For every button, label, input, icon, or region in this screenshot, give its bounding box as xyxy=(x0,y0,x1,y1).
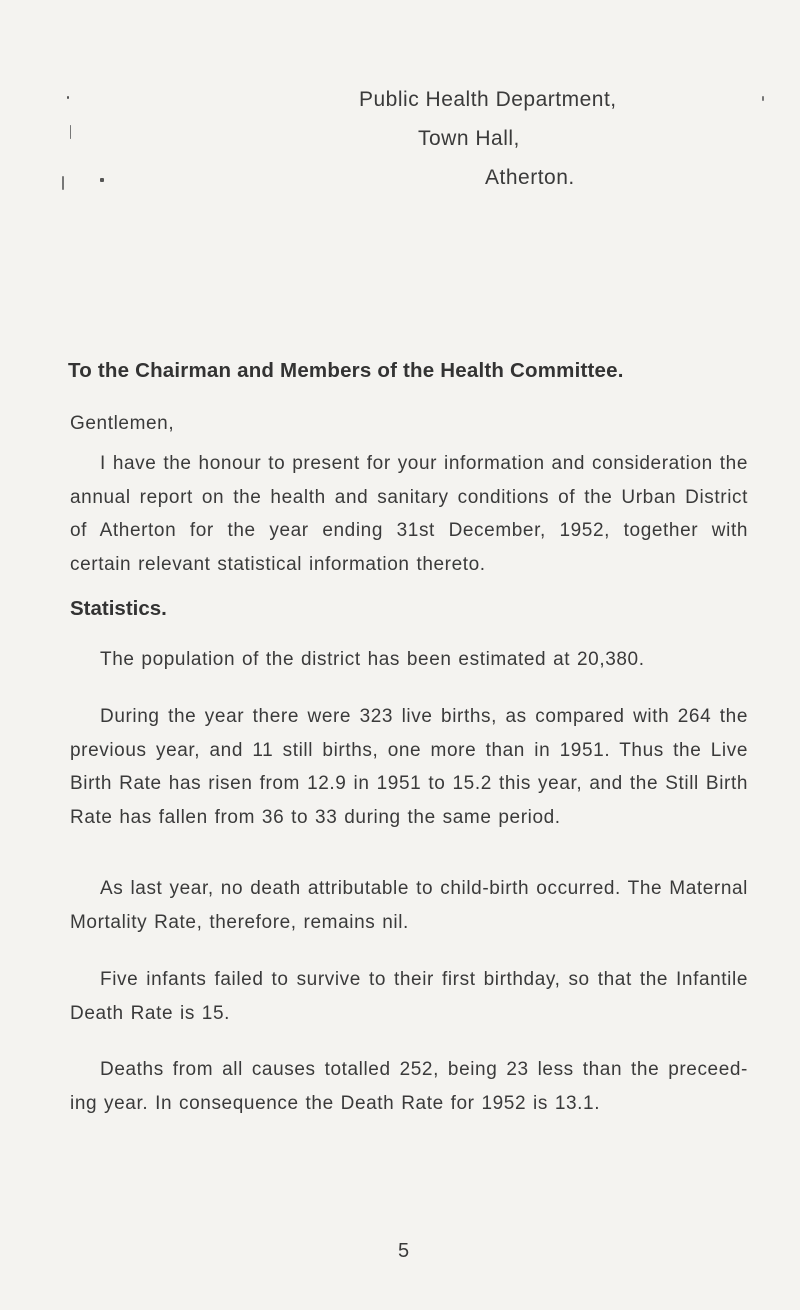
address-line-department: Public Health Department, xyxy=(359,88,617,111)
paragraph-deaths: Deaths from all causes totalled 252, being 23 less than the preceed-ing year. In consequence the Death Rate for 1952 is 13.1. xyxy=(70,1059,748,1114)
address-line-town: Atherton. xyxy=(485,166,575,189)
scan-speck xyxy=(67,96,69,99)
paragraph-births: During the year there were 323 live births, as compared with 264 the previous year, and 11 still births, one more than in 1951. Thus the Live Birth Rate has risen from 12.9 in 1951 to 15.2 this year, and the Still Birth Rate has fallen from 36 to 33 during the same period. xyxy=(70,706,748,828)
letter-heading: To the Chairman and Members of the Health Committee. xyxy=(68,359,624,382)
paragraph-infant-deaths: Five infants failed to survive to their first birthday, so that the Infantile Death Rate is 15. xyxy=(70,969,748,1024)
scan-speck xyxy=(70,125,71,139)
intro-paragraph: I have the honour to present for your information and consideration the annual report on the health and sanitary conditions of the Urban District of Atherton for the year ending 31st December, 1952, together with certain relevant statistical information thereto. xyxy=(70,453,748,575)
salutation: Gentlemen, xyxy=(70,413,175,434)
paragraph-maternal-mortality: As last year, no death attributable to child-birth occurred. The Maternal Mortality Rate, therefore, remains nil. xyxy=(70,878,748,933)
page-number: 5 xyxy=(398,1240,410,1262)
section-title-statistics: Statistics. xyxy=(70,597,167,620)
address-line-town-hall: Town Hall, xyxy=(418,127,520,150)
paragraph-population: The population of the district has been estimated at 20,380. xyxy=(100,649,645,670)
scan-speck xyxy=(62,176,64,190)
scan-speck xyxy=(100,178,104,182)
scan-speck xyxy=(762,96,764,101)
